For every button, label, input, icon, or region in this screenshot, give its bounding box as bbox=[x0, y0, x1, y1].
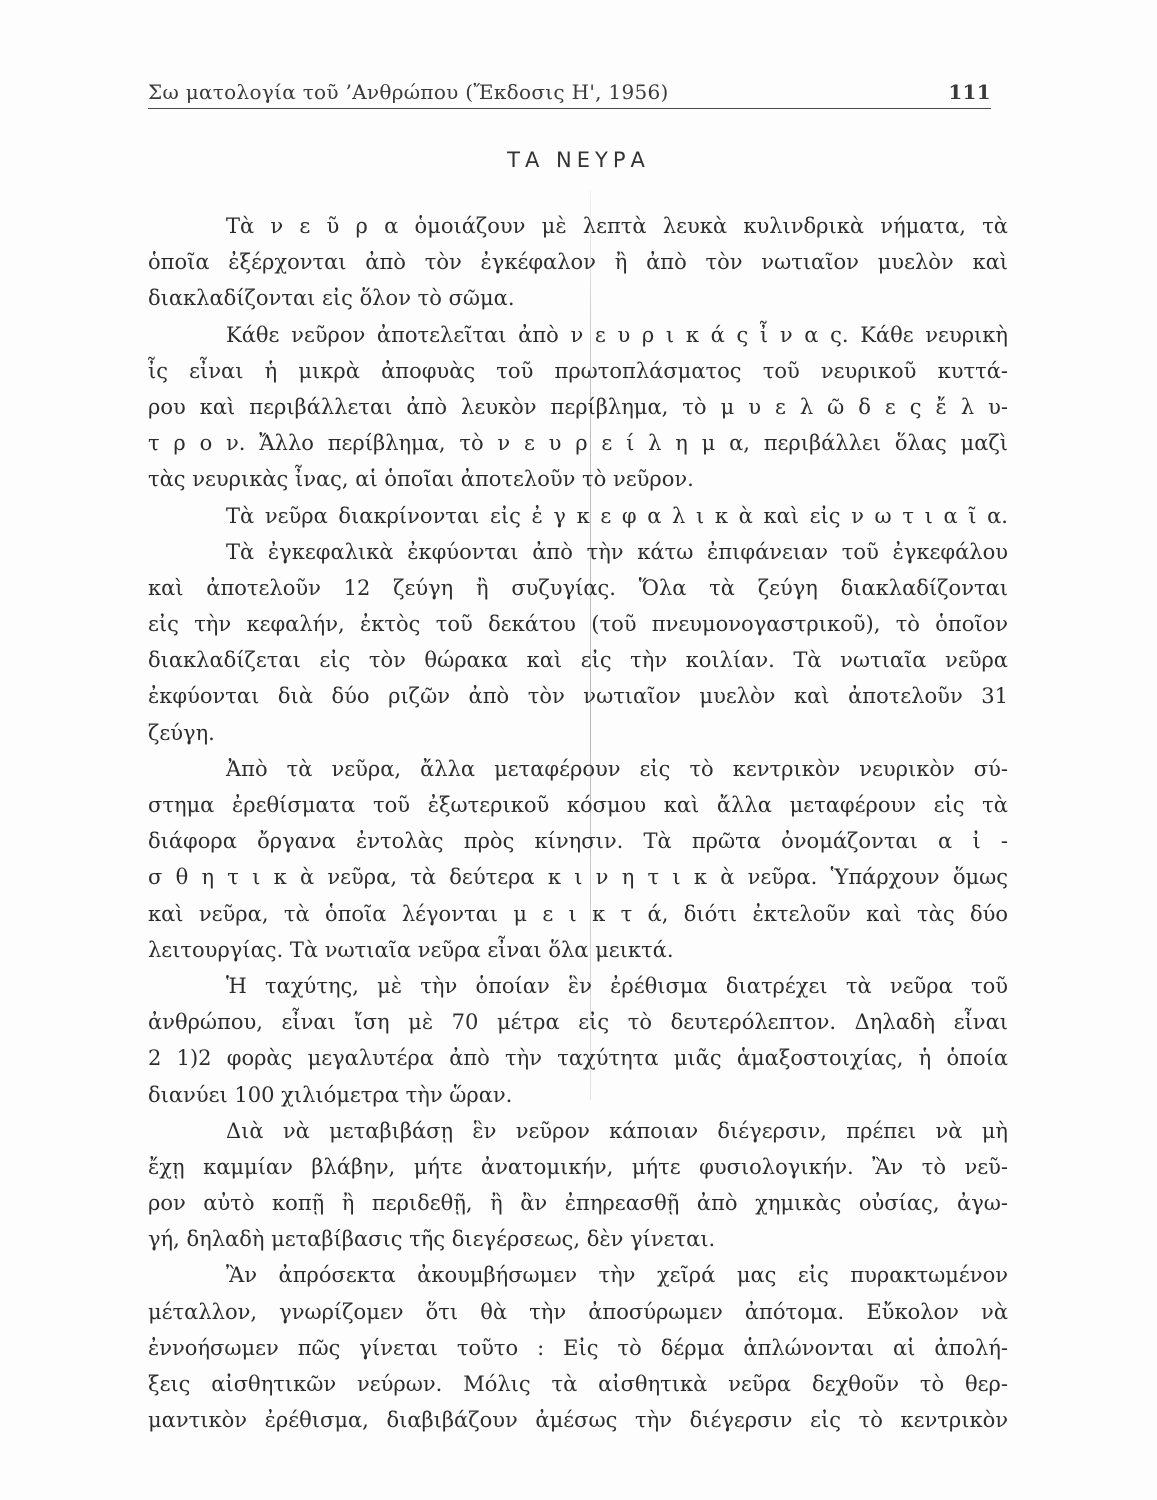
text-line: Ἡ ταχύτης, μὲ τὴν ὁποίαν ἓν ἐρέθισμα διατρέχει τὰ νεῦρα τοῦ bbox=[226, 973, 1008, 998]
text-line: εἰς τὴν κεφαλήν, ἐκτὸς τοῦ δεκάτου (τοῦ πνευμονογαστρικοῦ), τὸ ὁποῖον bbox=[148, 612, 1008, 637]
text-line: ζεύγη. bbox=[148, 720, 215, 745]
text-line: ξεις αἰσθητικῶν νεύρων. Μόλις τὰ αἰσθητικὰ νεῦρα δεχθοῦν τὸ θερ- bbox=[148, 1372, 1008, 1396]
page-number: 111 bbox=[948, 80, 991, 104]
text-line: διανύει 100 χιλιόμετρα τὴν ὥραν. bbox=[148, 1082, 513, 1107]
text-line: Ἂν ἀπρόσεκτα ἀκουμβήσωμεν τὴν χεῖρά μας εἰς πυρακτωμένον bbox=[226, 1263, 1008, 1288]
text-line: ρου καὶ περιβάλλεται ἀπὸ λευκὸν περίβλημα, τὸ μ υ ε λ ῶ δ ε ς ἔ λ υ- bbox=[148, 394, 1008, 419]
text-line: καὶ νεῦρα, τὰ ὁποῖα λέγονται μ ε ι κ τ ά, διότι ἐκτελοῦν καὶ τὰς δύο bbox=[148, 901, 1008, 926]
text-line: ἐννοήσωμεν πῶς γίνεται τοῦτο : Εἰς τὸ δέρμα ἁπλώνονται αἱ ἀπολή- bbox=[148, 1335, 1008, 1360]
text-line: διακλαδίζεται εἰς τὸν θώρακα καὶ εἰς τὴν κοιλίαν. Τὰ νωτιαῖα νεῦρα bbox=[148, 648, 1008, 673]
text-line: 2 1)2 φορὰς μεγαλυτέρα ἀπὸ τὴν ταχύτητα μιᾶς ἁμαξοστοιχίας, ἡ ὁποία bbox=[148, 1046, 1008, 1071]
text-line: ὁποῖα ἐξέρχονται ἀπὸ τὸν ἐγκέφαλον ἢ ἀπὸ τὸν νωτιαῖον μυελὸν καὶ bbox=[148, 250, 1008, 275]
text-line: ἀνθρώπου, εἶναι ἴση μὲ 70 μέτρα εἰς τὸ δευτερόλεπτον. Δηλαδὴ εἶναι bbox=[148, 1010, 1008, 1035]
text-line: Τὰ νεῦρα διακρίνονται εἰς ἐ γ κ ε φ α λ ι κ ὰ καὶ εἰς ν ω τ ι α ῖ α. bbox=[226, 503, 1008, 528]
text-line: Τὰ ἐγκεφαλικὰ ἐκφύονται ἀπὸ τὴν κάτω ἐπιφάνειαν τοῦ ἐγκεφάλου bbox=[226, 539, 1008, 564]
text-line: καὶ ἀποτελοῦν 12 ζεύγη ἢ συζυγίας. Ὅλα τὰ ζεύγη διακλαδίζονται bbox=[148, 575, 1008, 600]
text-line: σ θ η τ ι κ ὰ νεῦρα, τὰ δεύτερα κ ι ν η τ ι κ ὰ νεῦρα. Ὑπάρχουν ὅμως bbox=[148, 865, 1008, 890]
text-line: Ἀπὸ τὰ νεῦρα, ἄλλα μεταφέρουν εἰς τὸ κεντρικὸν νευρικὸν σύ- bbox=[226, 756, 1008, 781]
text-line: ἐκφύονται διὰ δύο ριζῶν ἀπὸ τὸν νωτιαῖον μυελὸν καὶ ἀποτελοῦν 31 bbox=[148, 684, 1008, 709]
text-line: ἶς εἶναι ἡ μικρὰ ἀποφυὰς τοῦ πρωτοπλάσματος τοῦ νευρικοῦ κυττά- bbox=[148, 358, 1008, 383]
text-line: διακλαδίζονται εἰς ὅλον τὸ σῶμα. bbox=[148, 286, 515, 311]
text-line: ἔχῃ καμμίαν βλάβην, μήτε ἀνατομικήν, μήτε φυσιολογικήν. Ἂν τὸ νεῦ- bbox=[148, 1154, 1008, 1179]
text-line: λειτουργίας. Τὰ νωτιαῖα νεῦρα εἶναι ὅλα μεικτά. bbox=[148, 937, 674, 962]
running-header bbox=[148, 78, 991, 109]
text-line: στημα ἐρεθίσματα τοῦ ἐξωτερικοῦ κόσμου καὶ ἄλλα μεταφέρουν εἰς τὰ bbox=[148, 793, 1008, 817]
text-line: Κάθε νεῦρον ἀποτελεῖται ἀπὸ ν ε υ ρ ι κ ά ς ἶ ν α ς. Κάθε νευρικὴ bbox=[226, 322, 1008, 347]
text-line: Διὰ νὰ μεταβιβάσῃ ἓν νεῦρον κάποιαν διέγερσιν, πρέπει νὰ μὴ bbox=[226, 1118, 1008, 1143]
text-line: ρον αὐτὸ κοπῇ ἢ περιδεθῇ, ἢ ἂν ἐπηρεασθῇ ἀπὸ χημικὰς οὐσίας, ἀγω- bbox=[148, 1191, 1008, 1216]
text-line: γή, δηλαδὴ μεταβίβασις τῆς διεγέρσεως, δὲν γίνεται. bbox=[148, 1227, 716, 1252]
text-line: διάφορα ὄργανα ἐντολὰς πρὸς κίνησιν. Τὰ πρῶτα ὀνομάζονται α ἰ - bbox=[148, 829, 1008, 854]
text-line: τ ρ ο ν. Ἄλλο περίβλημα, τὸ ν ε υ ρ ε ί λ η μ α, περιβάλλει ὅλας μαζὶ bbox=[148, 431, 1008, 456]
running-title: Σω ματολογία τοῦ ’Ανθρώπου (Ἔκδοσις Η', 1956) bbox=[148, 80, 669, 104]
text-line: τὰς νευρικὰς ἶνας, αἱ ὁποῖαι ἀποτελοῦν τὸ νεῦρον. bbox=[148, 467, 694, 492]
text-line: μαντικὸν ἐρέθισμα, διαβιβάζουν ἀμέσως τὴν διέγερσιν εἰς τὸ κεντρικὸν bbox=[148, 1408, 1008, 1433]
body-text bbox=[148, 208, 1008, 1438]
text-line: Τὰ ν ε ῦ ρ α ὁμοιάζουν μὲ λεπτὰ λευκὰ κυλινδρικὰ νήματα, τὰ bbox=[226, 214, 1008, 238]
chapter-title: ΤΑ ΝΕΥΡΑ bbox=[507, 148, 650, 172]
text-line: μέταλλον, γνωρίζομεν ὅτι θὰ τὴν ἀποσύρωμεν ἀπότομα. Εὔκολον νὰ bbox=[148, 1299, 1008, 1324]
